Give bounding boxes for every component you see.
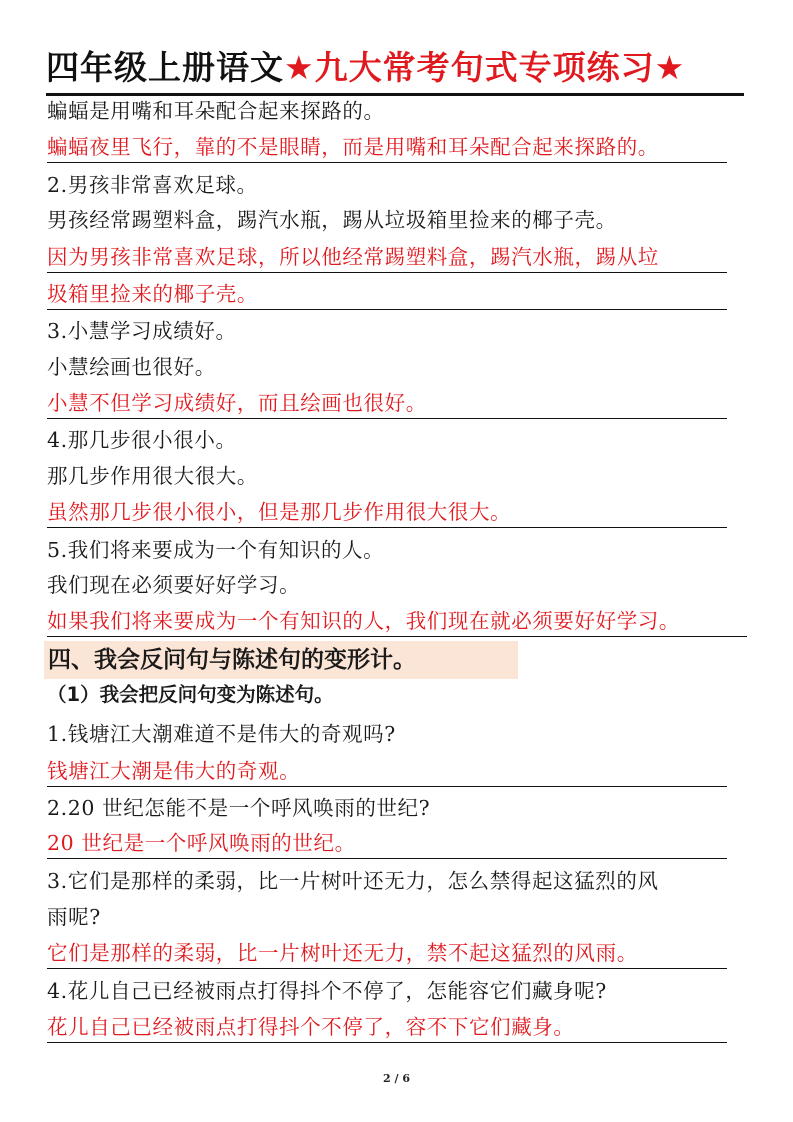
subsection-heading: （1）我会把反问句变为陈述句。: [47, 683, 334, 706]
question-line: 4.那几步很小很小。: [47, 428, 237, 452]
answer-line: 花儿自己已经被雨点打得抖个不停了，容不下它们藏身。: [47, 1012, 727, 1043]
question-line: 4.花儿自己已经被雨点打得抖个不停了，怎能容它们藏身呢?: [47, 979, 607, 1003]
question-line: 5.我们将来要成为一个有知识的人。: [47, 538, 385, 562]
title-main: 四年级上册语文: [46, 48, 284, 87]
page-number: 2 / 6: [383, 1072, 410, 1085]
question-line: 雨呢?: [47, 905, 101, 929]
page-title: [46, 42, 746, 89]
section-heading: 四、我会反问句与陈述句的变形计。: [44, 641, 518, 679]
question-line: 3.它们是那样的柔弱，比一片树叶还无力，怎么禁得起这猛烈的风: [47, 869, 659, 893]
question-line: 那几步作用很大很大。: [47, 464, 258, 488]
answer-line: 它们是那样的柔弱，比一片树叶还无力，禁不起这猛烈的风雨。: [47, 938, 727, 969]
question-line: 1.钱塘江大潮难道不是伟大的奇观吗?: [47, 722, 396, 746]
question-line: 我们现在必须要好好学习。: [47, 573, 301, 597]
question-line: 小慧绘画也很好。: [47, 355, 216, 379]
answer-line: 20 世纪是一个呼风唤雨的世纪。: [47, 828, 727, 859]
answer-line: 蝙蝠夜里飞行，靠的不是眼睛，而是用嘴和耳朵配合起来探路的。: [47, 132, 727, 163]
title-highlight: ★九大常考句式专项练习★: [284, 48, 686, 87]
answer-line: 小慧不但学习成绩好，而且绘画也很好。: [47, 388, 727, 419]
answer-line: 钱塘江大潮是伟大的奇观。: [47, 756, 727, 787]
question-line: 2.20 世纪怎能不是一个呼风唤雨的世纪?: [47, 796, 431, 820]
answer-line: 虽然那几步很小很小，但是那几步作用很大很大。: [47, 497, 727, 528]
question-line: 蝙蝠是用嘴和耳朵配合起来探路的。: [47, 99, 385, 123]
answer-line: 圾箱里捡来的椰子壳。: [47, 279, 727, 310]
question-line: 男孩经常踢塑料盒，踢汽水瓶，踢从垃圾箱里捡来的椰子壳。: [47, 208, 617, 232]
question-line: 2.男孩非常喜欢足球。: [47, 173, 258, 197]
answer-line: 如果我们将来要成为一个有知识的人，我们现在就必须要好好学习。: [47, 606, 747, 637]
answer-line: 因为男孩非常喜欢足球，所以他经常踢塑料盒，踢汽水瓶，踢从垃: [47, 242, 727, 273]
question-line: 3.小慧学习成绩好。: [47, 319, 237, 343]
